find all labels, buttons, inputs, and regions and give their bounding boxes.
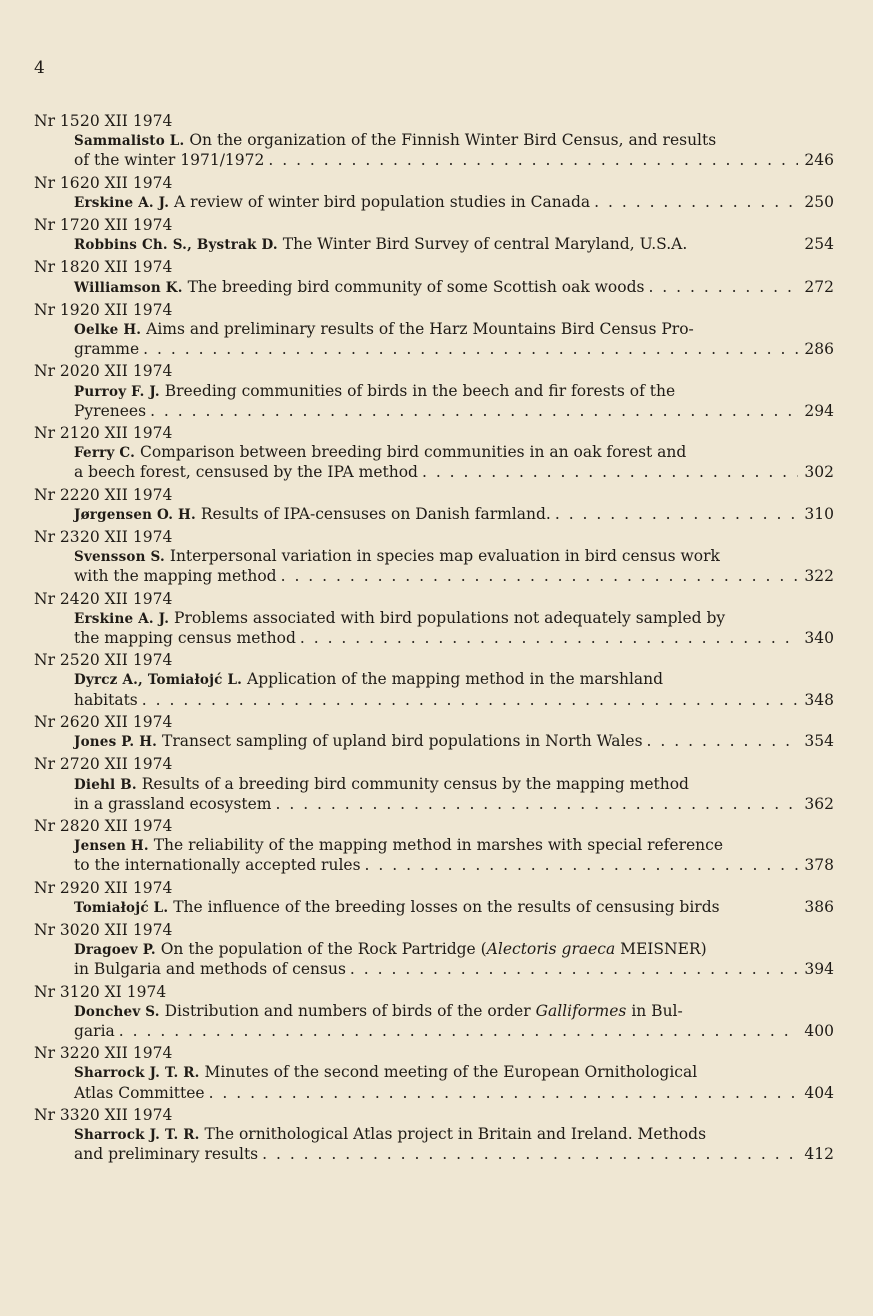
- article-title: Results of IPA-censuses on Danish farmland.: [200, 504, 551, 523]
- issue-date: 20 XII 1974: [80, 878, 173, 897]
- article-authors: Robbins Ch. S., Bystrak D.: [74, 237, 278, 254]
- article-title: The Winter Bird Survey of central Maryland, U.S.A.: [282, 235, 688, 254]
- issue-number: Nr 20.: [34, 362, 85, 381]
- page-reference: 310: [804, 504, 834, 523]
- issue-number: Nr 24.: [34, 589, 85, 608]
- issue-number: Nr 29.: [34, 878, 85, 897]
- dot-leader: [555, 505, 798, 524]
- issue-number: Nr 19.: [34, 300, 85, 319]
- issue-date: 20 XII 1974: [80, 1044, 173, 1063]
- toc-entry: [34, 713, 834, 752]
- article-title-continued: a beech forest, censused by the IPA method: [74, 463, 418, 482]
- toc-entry: [34, 301, 834, 360]
- issue-number: Nr 31.: [34, 982, 85, 1001]
- issue-number: Nr 25.: [34, 651, 85, 670]
- article-authors: Diehl B.: [74, 776, 137, 793]
- issue-number: Nr 18.: [34, 258, 85, 277]
- page-reference: 394: [804, 960, 834, 979]
- issue-date: 20 XII 1974: [80, 258, 173, 277]
- article-authors: Dyrcz A., Tomiałojć L.: [74, 672, 243, 689]
- article-title-continued: Pyrenees: [74, 401, 147, 420]
- article-title-continued: the mapping census method: [74, 629, 296, 648]
- taxon-name: Galliformes: [535, 1001, 627, 1020]
- issue-number: Nr 27.: [34, 755, 85, 774]
- page-reference: 340: [804, 629, 834, 648]
- article-title: On the population of the Rock Partridge (: [160, 940, 487, 959]
- issue-number: Nr 22.: [34, 485, 85, 504]
- article-title: The reliability of the mapping method in marshes with special reference: [153, 836, 724, 855]
- article-authors: Jones P. H.: [74, 734, 158, 751]
- toc-entry: [34, 528, 834, 587]
- issue-number: Nr 23.: [34, 528, 85, 547]
- issue-date: 20 XII 1974: [80, 920, 173, 939]
- issue-number: Nr 21.: [34, 424, 85, 443]
- issue-number: Nr 33.: [34, 1105, 85, 1124]
- dot-leader: [142, 691, 798, 710]
- dot-leader: [209, 1084, 798, 1103]
- toc-entry: [34, 112, 834, 171]
- issue-date: 20 XII 1974: [80, 816, 173, 835]
- page-number: 4: [34, 58, 45, 78]
- article-title-end: in Bul-: [626, 1001, 683, 1020]
- issue-number: Nr 17.: [34, 216, 85, 235]
- article-authors: Williamson K.: [74, 279, 183, 296]
- dot-leader: [276, 795, 799, 814]
- page-reference: 322: [804, 567, 834, 586]
- issue-date: 20 XII 1974: [80, 216, 173, 235]
- article-authors: Ferry C.: [74, 445, 136, 462]
- toc-entry: [34, 258, 834, 297]
- article-title: Transect sampling of upland bird populations in North Wales: [162, 732, 643, 751]
- toc-entry: [34, 362, 834, 421]
- toc-entry: [34, 879, 834, 918]
- article-authors: Donchev S.: [74, 1003, 160, 1020]
- issue-date: 20 XII 1974: [80, 589, 173, 608]
- issue-number: Nr 32.: [34, 1044, 85, 1063]
- issue-date: 20 XI 1974: [80, 982, 167, 1001]
- issue-date: 20 XII 1974: [80, 485, 173, 504]
- page-reference: 412: [804, 1145, 834, 1164]
- dot-leader: [281, 567, 798, 586]
- dot-leader: [647, 732, 798, 751]
- article-title: Application of the mapping method in the marshland: [247, 670, 664, 689]
- page-reference: 246: [804, 151, 834, 170]
- dot-leader: [594, 193, 798, 212]
- toc-entry: [34, 1106, 834, 1165]
- issue-number: Nr 30.: [34, 920, 85, 939]
- article-authors: Purroy F. J.: [74, 383, 160, 400]
- article-title-continued: Atlas Committee: [74, 1083, 205, 1102]
- article-title: The ornithological Atlas project in Britain and Ireland. Methods: [204, 1124, 707, 1143]
- article-title-continued: habitats: [74, 690, 138, 709]
- article-authors: Sammalisto L.: [74, 133, 185, 150]
- page-reference: 386: [804, 897, 834, 916]
- dot-leader: [119, 1022, 798, 1041]
- article-title: The breeding bird community of some Scottish oak woods: [187, 277, 645, 296]
- issue-date: 20 XII 1974: [80, 300, 173, 319]
- issue-date: 20 XII 1974: [80, 362, 173, 381]
- page-reference: 348: [804, 690, 834, 709]
- article-title: Results of a breeding bird community census by the mapping method: [141, 774, 689, 793]
- article-title: Aims and preliminary results of the Harz Mountains Bird Census Pro-: [146, 320, 694, 339]
- article-authors: Dragoev P.: [74, 942, 156, 959]
- article-title: Breeding communities of birds in the beech and fir forests of the: [164, 381, 676, 400]
- page-reference: 354: [804, 732, 834, 751]
- article-title: Problems associated with bird populations not adequately sampled by: [174, 608, 726, 627]
- article-title: A review of winter bird population studies in Canada: [174, 192, 591, 211]
- toc-entry: [34, 651, 834, 710]
- article-authors: Tomiałojć L.: [74, 899, 169, 916]
- issue-number: Nr 16.: [34, 173, 85, 192]
- article-authors: Oelke H.: [74, 322, 142, 339]
- article-title-continued: in a grassland ecosystem: [74, 794, 272, 813]
- issue-date: 20 XII 1974: [80, 424, 173, 443]
- article-title: Comparison between breeding bird communities in an oak forest and: [139, 443, 687, 462]
- article-title-continued: to the internationally accepted rules: [74, 856, 361, 875]
- article-authors: Erskine A. J.: [74, 610, 170, 627]
- issue-date: 20 XII 1974: [80, 651, 173, 670]
- page-reference: 250: [804, 192, 834, 211]
- article-title-continued: of the winter 1971/1972: [74, 151, 265, 170]
- article-title: Distribution and numbers of birds of the order: [164, 1001, 536, 1020]
- page-reference: 400: [804, 1021, 834, 1040]
- issue-date: 20 XII 1974: [80, 528, 173, 547]
- issue-date: 20 XII 1974: [80, 755, 173, 774]
- page-reference: 404: [804, 1083, 834, 1102]
- toc-entry: [34, 755, 834, 814]
- article-title: The influence of the breeding losses on the results of censusing birds: [173, 897, 720, 916]
- dot-leader: [143, 340, 798, 359]
- article-authors: Sharrock J. T. R.: [74, 1065, 200, 1082]
- toc-entry: [34, 216, 834, 255]
- toc-entry: [34, 174, 834, 213]
- article-title: Interpersonal variation in species map evaluation in bird census work: [169, 547, 720, 566]
- dot-leader: [422, 463, 798, 482]
- dot-leader: [268, 151, 798, 170]
- article-authors: Sharrock J. T. R.: [74, 1126, 200, 1143]
- issue-number: Nr 26.: [34, 712, 85, 731]
- issue-date: 20 XII 1974: [80, 173, 173, 192]
- article-title-continued: garia: [74, 1021, 115, 1040]
- page-reference: 272: [804, 277, 834, 296]
- page-reference: 378: [804, 856, 834, 875]
- toc-entry: [34, 983, 834, 1042]
- article-title-continued: in Bulgaria and methods of census: [74, 960, 346, 979]
- table-of-contents: [34, 112, 834, 1167]
- toc-entry: [34, 424, 834, 483]
- page-reference: 254: [804, 235, 834, 254]
- issue-date: 20 XII 1974: [80, 1105, 173, 1124]
- issue-date: 20 XII 1974: [80, 712, 173, 731]
- dot-leader: [150, 402, 798, 421]
- article-authors: Jørgensen O. H.: [74, 506, 196, 523]
- dot-leader: [262, 1145, 798, 1164]
- article-title-continued: and preliminary results: [74, 1145, 259, 1164]
- dot-leader: [350, 960, 798, 979]
- page-reference: 362: [804, 794, 834, 813]
- toc-entry: [34, 817, 834, 876]
- article-title: On the organization of the Finnish Winter Bird Census, and results: [189, 131, 717, 150]
- issue-date: 20 XII 1974: [80, 112, 173, 130]
- species-name: Alectoris graeca: [486, 940, 616, 959]
- dot-leader: [648, 278, 798, 297]
- toc-entry: [34, 1044, 834, 1103]
- article-title-end: MEISNER): [615, 940, 707, 959]
- article-title-continued: with the mapping method: [74, 567, 277, 586]
- dot-leader: [300, 629, 798, 648]
- article-authors: Svensson S.: [74, 549, 165, 566]
- issue-number: Nr 28.: [34, 816, 85, 835]
- issue-number: Nr 15.: [34, 112, 85, 130]
- toc-entry: [34, 921, 834, 980]
- article-authors: Jensen H.: [74, 838, 149, 855]
- toc-entry: [34, 590, 834, 649]
- dot-leader: [365, 856, 798, 875]
- article-title-continued: gramme: [74, 340, 140, 359]
- article-title: Minutes of the second meeting of the European Ornithological: [204, 1063, 698, 1082]
- toc-entry: [34, 486, 834, 525]
- page-reference: 286: [804, 340, 834, 359]
- article-authors: Erskine A. J.: [74, 194, 170, 211]
- page-reference: 302: [804, 463, 834, 482]
- page-reference: 294: [804, 401, 834, 420]
